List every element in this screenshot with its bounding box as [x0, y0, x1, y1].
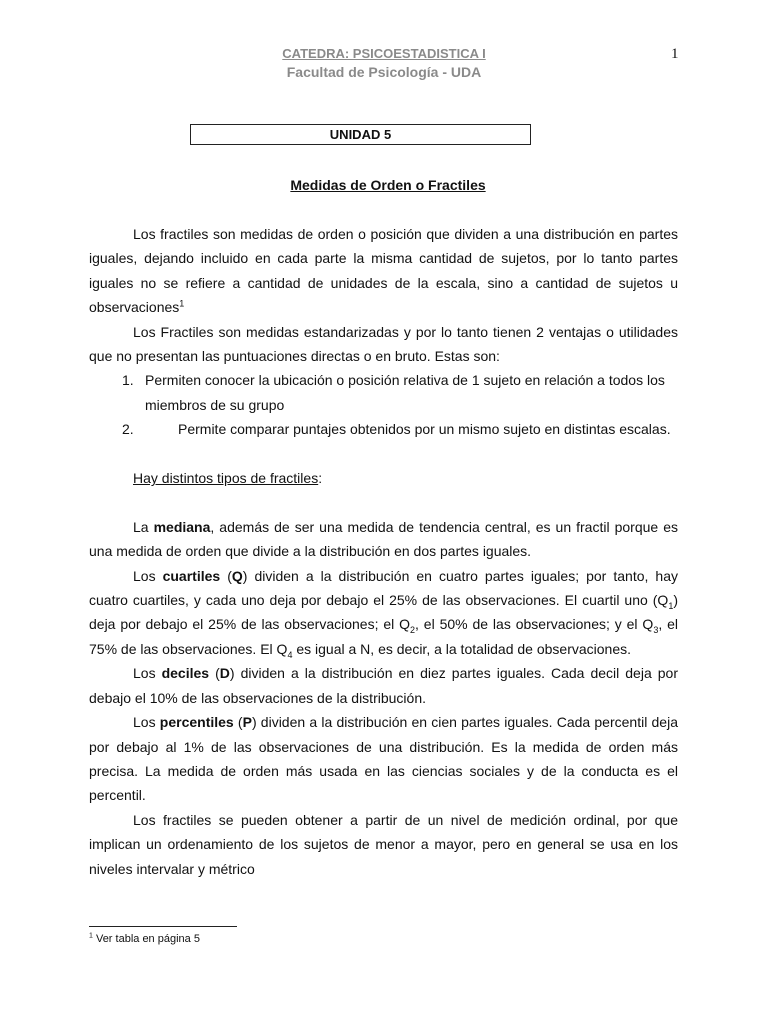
unit-title-box: UNIDAD 5: [190, 124, 531, 145]
term-deciles: deciles: [161, 665, 210, 682]
paragraph-cuartiles: Los cuartiles (Q) dividen a la distribución en cuatro partes iguales; por tanto, hay cuatro cuartiles, y cada uno deja por debajo el 25% de las observaciones. El cuartil uno $(Q_1)$ deja por debajo el 25% de las observaciones; el $Q_2$, el 50% de las observaciones; y el $Q_3$, el 75% de las observaciones. El $Q_4$ es igual a N, es decir, a la totalidad de observaciones.: [89, 567, 678, 660]
page-number: 1: [671, 46, 679, 62]
footnote-separator: [89, 926, 237, 927]
header-course: CATEDRA: PSICOESTADISTICA I: [282, 46, 486, 61]
section-title: [0, 177, 768, 193]
paragraph-mediana: La mediana, además de ser una medida de tendencia central, es un fractil porque es una medida de orden que divide a la distribución en dos partes iguales.: [89, 518, 678, 560]
paragraph-advantages: Los Fractiles son medidas estandarizadas y por lo tanto tienen 2 ventajas o utilidades que no presentan las puntuaciones directas o en bruto. Estas son:: [89, 323, 678, 365]
paragraph-intro-text: Los fractiles son medidas de orden o posición que dividen a una distribución en partes iguales, dejando incluido en cada parte la misma cantidad de sujetos, por lo tanto partes iguales no se refiere a cantidad de unidades de la escala, sino a cantidad de sujetos u observaciones: [89, 226, 678, 316]
list-item: [89, 368, 678, 417]
section-title-text: Medidas de Orden o Fractiles: [290, 177, 486, 193]
paragraph-percentiles: Los percentiles (P) dividen a la distribución en cien partes iguales. Cada percentil deja por debajo al 1% de las observaciones de una distribución. Es la medida de orden más precisa. La medida de orden más usada en las ciencias sociales y de la conducta es el percentil.: [89, 714, 678, 804]
term-mediana: mediana: [153, 518, 211, 535]
list-item-number: 2.: [122, 421, 134, 438]
paragraph-deciles: Los deciles (D) dividen a la distribución en diez partes iguales. Cada decil deja por debajo el 10% de las observaciones de la distribución.: [89, 665, 678, 706]
footnote-ref: 1: [179, 298, 185, 309]
list-item-text: Permiten conocer la ubicación o posición relativa de 1 sujeto en relación a todos los miembros de su grupo: [145, 372, 665, 413]
footnote-text: Ver tabla en página 5: [92, 933, 200, 945]
term-cuartiles: cuartiles: [162, 567, 221, 584]
list-item: [89, 417, 678, 441]
footnote-mark: 1: [89, 932, 93, 940]
list-item-text: Permite comparar puntajes obtenidos por un mismo sujeto en distintas escalas.: [178, 421, 671, 438]
paragraph-intro: [89, 222, 678, 320]
types-heading-text: Hay distintos tipos de fractiles: [133, 470, 319, 487]
list-item-number: 1.: [122, 372, 134, 389]
paragraph-ordinal: Los fractiles se pueden obtener a partir de un nivel de medición ordinal, por que implican un ordenamiento de los sujetos de menor a mayor, pero en general se usa en los niveles intervalar y métrico: [89, 811, 678, 877]
footnote: [89, 933, 200, 945]
types-heading: Hay distintos tipos de fractiles:: [133, 470, 323, 487]
term-percentiles: percentiles: [159, 714, 234, 731]
document-body: [89, 222, 678, 881]
header-faculty: Facultad de Psicología - UDA: [286, 64, 482, 80]
